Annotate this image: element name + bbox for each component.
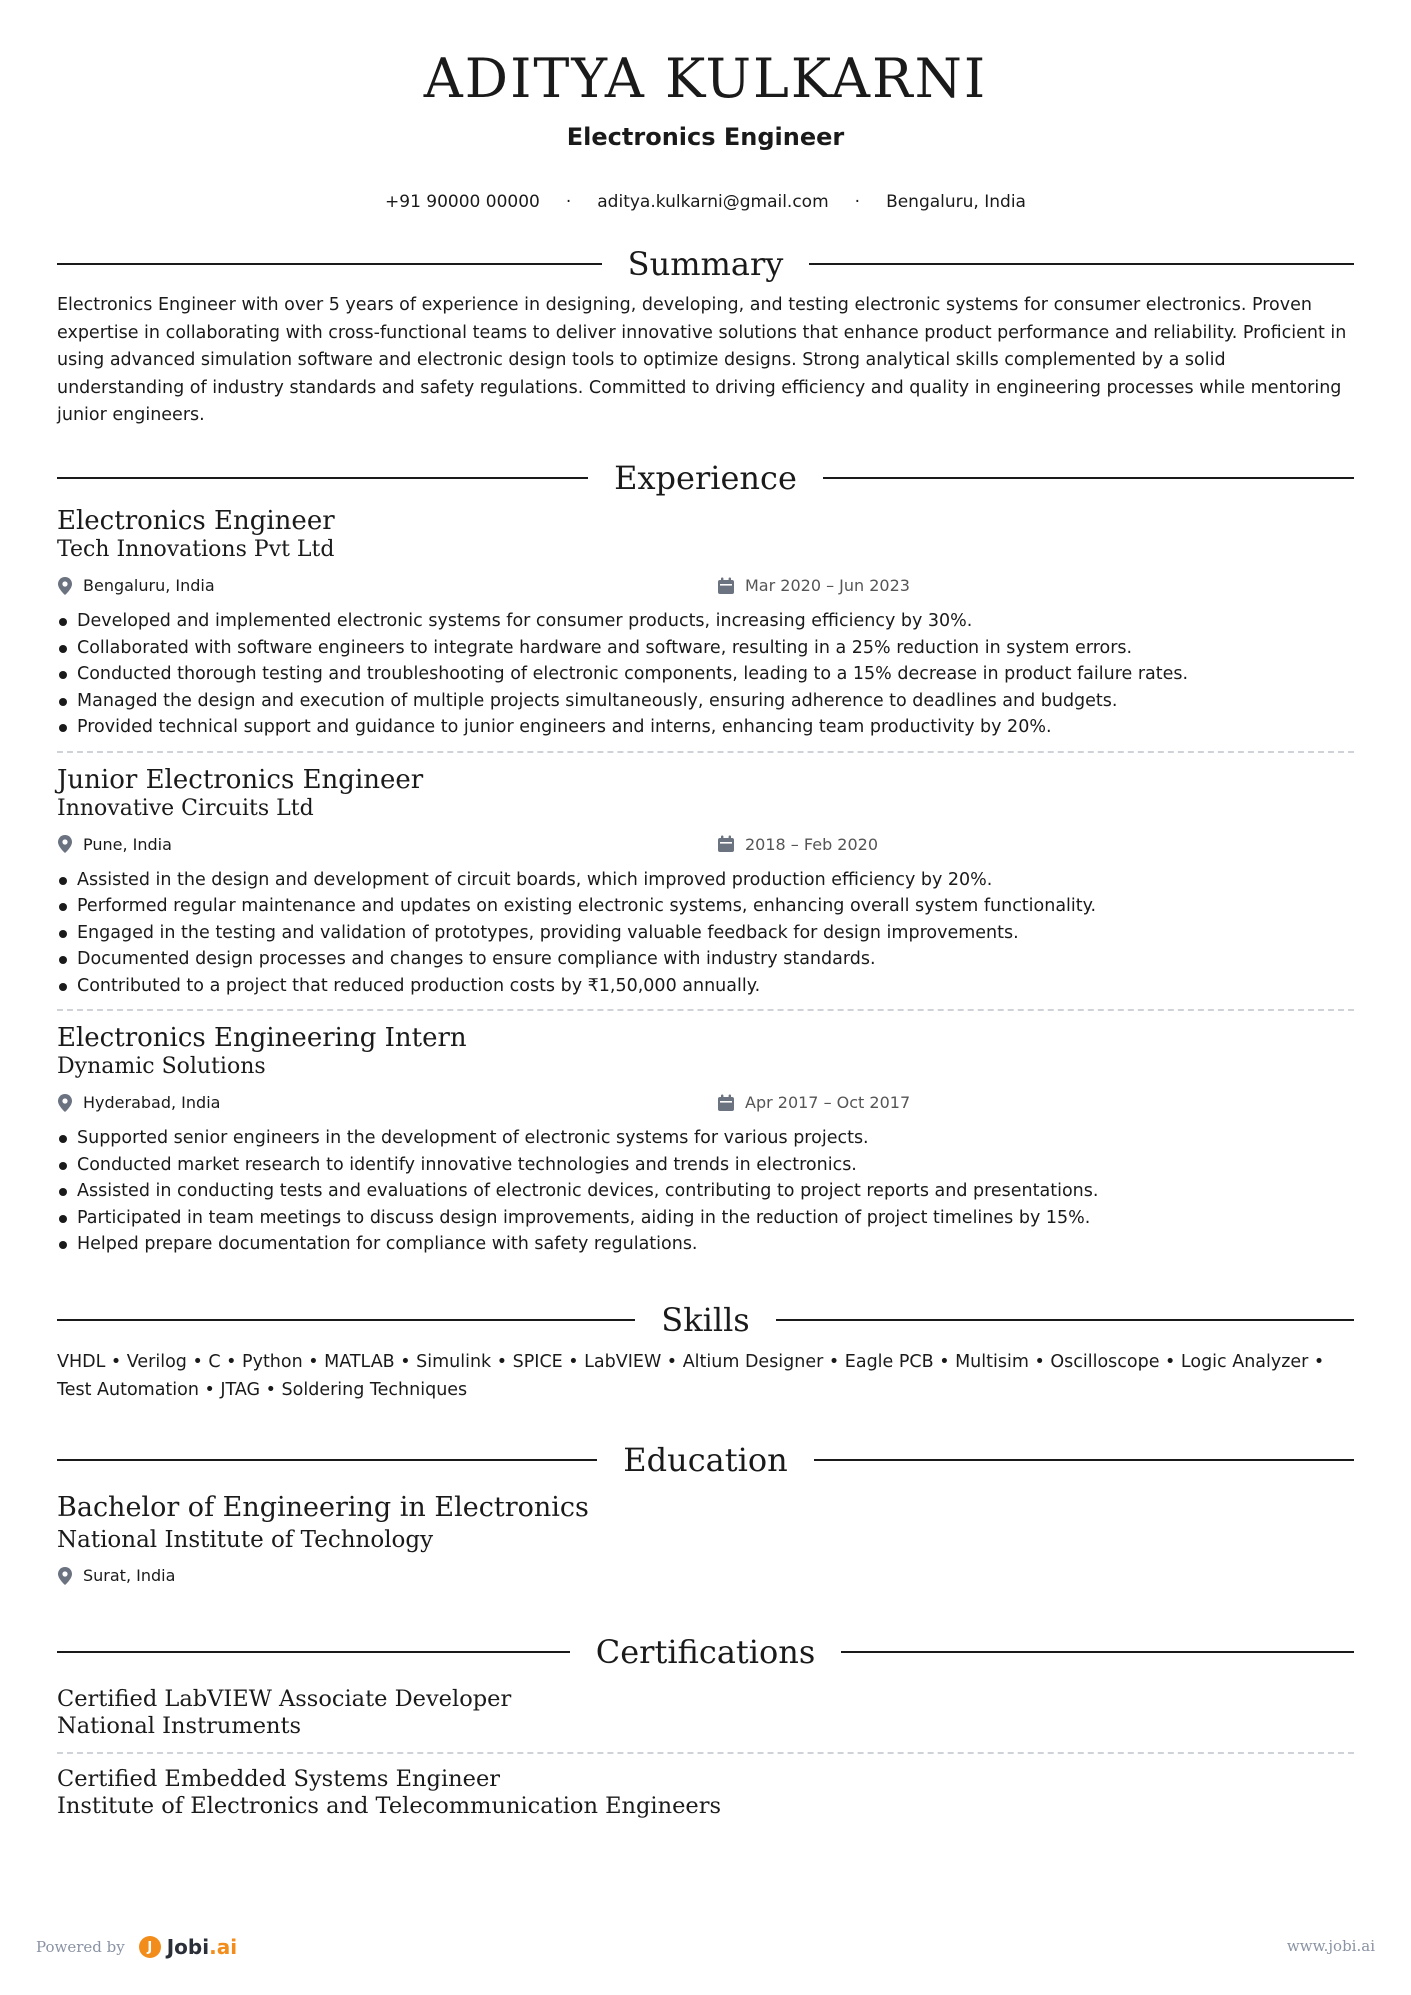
jobi-logo-text: Jobi.ai [166,1935,238,1959]
divider-line [776,1319,1354,1321]
map-pin-icon [57,835,73,853]
bullet-item: Participated in team meetings to discuss design improvements, aiding in the reduction of project timelines by 15%. [57,1205,1354,1232]
certification-divider [57,1752,1354,1754]
divider-line [841,1651,1354,1653]
job-meta [57,1093,1354,1119]
job-bullets [57,608,1354,741]
section-heading [57,244,1354,284]
map-pin-icon [57,1567,73,1585]
job-dates: Apr 2017 – Oct 2017 [745,1093,911,1112]
job-divider [57,1009,1354,1011]
divider-line [57,1459,597,1461]
bullet-item: Engaged in the testing and validation of prototypes, providing valuable feedback for design improvements. [57,920,1354,947]
bullet-item: Helped prepare documentation for compliance with safety regulations. [57,1231,1354,1258]
calendar-icon [717,835,735,853]
section-heading [57,1440,1354,1480]
contact-location: Bengaluru, India [886,192,1026,212]
job-role: Electronics Engineering Intern [57,1023,467,1053]
job-bullets [57,1125,1354,1258]
bullet-item: Managed the design and execution of multiple projects simultaneously, ensuring adherence to deadlines and budgets. [57,688,1354,715]
calendar-icon [717,577,735,595]
bullet-item: Performed regular maintenance and updates on existing electronic systems, enhancing overall system functionality. [57,893,1354,920]
jobi-logo[interactable] [139,1935,237,1959]
education-meta [57,1566,1354,1592]
candidate-title: Electronics Engineer [566,123,845,151]
contact-separator: · [565,192,572,212]
job-meta [57,835,1354,861]
certification-name: Certified LabVIEW Associate Developer [57,1686,512,1712]
job-company: Dynamic Solutions [57,1054,266,1079]
contact-separator: · [854,192,861,212]
certification-issuer: National Instruments [57,1713,302,1739]
certification-entry [57,1766,1354,1820]
section-title: Summary [627,245,784,283]
job-dates: 2018 – Feb 2020 [745,834,879,854]
divider-line [57,1319,635,1321]
certification-issuer: Institute of Electronics and Telecommunication Engineers [57,1793,722,1819]
contact-phone: +91 90000 00000 [385,192,540,212]
section-heading [57,1632,1354,1672]
job-bullets [57,867,1354,1000]
bullet-item: Contributed to a project that reduced production costs by ₹1,50,000 annually. [57,973,1354,1000]
contact-email: aditya.kulkarni@gmail.com [597,192,829,212]
skills-section [57,1300,1354,1404]
divider-line [823,477,1354,479]
bullet-item: Conducted thorough testing and troubleshooting of electronic components, leading to a 15% decrease in product failure rates. [57,661,1354,688]
section-title: Skills [661,1301,750,1339]
candidate-name: ADITYA KULKARNI [423,47,988,110]
section-title: Certifications [595,1633,816,1671]
map-pin-icon [57,577,73,595]
job-dates: Mar 2020 – Jun 2023 [745,576,910,595]
education-degree: Bachelor of Engineering in Electronics [57,1492,589,1523]
job-entry [57,506,1354,741]
bullet-item: Collaborated with software engineers to integrate hardware and software, resulting in a 25% reduction in system errors. [57,635,1354,662]
section-title: Experience [614,459,797,497]
footer-website-link[interactable]: www.jobi.ai [1286,1937,1375,1955]
section-title: Education [623,1441,788,1479]
bullet-item: Developed and implemented electronic systems for consumer products, increasing efficiency by 30%. [57,608,1354,635]
section-heading [57,1300,1354,1340]
education-section [57,1440,1354,1592]
bullet-item: Documented design processes and changes to ensure compliance with industry standards. [57,946,1354,973]
education-school: National Institute of Technology [57,1527,434,1553]
footer-branding [36,1935,237,1959]
job-company: Tech Innovations Pvt Ltd [57,537,335,562]
job-location: Pune, India [83,834,172,854]
education-location: Surat, India [83,1566,176,1585]
resume-header [0,0,1411,214]
bullet-item: Supported senior engineers in the development of electronic systems for various projects. [57,1125,1354,1152]
job-location: Hyderabad, India [83,1093,221,1112]
job-entry [57,1023,1354,1258]
map-pin-icon [57,1094,73,1112]
job-location: Bengaluru, India [83,576,215,595]
education-entry [57,1492,1354,1592]
certification-entry [57,1686,1354,1740]
divider-line [57,1651,570,1653]
certifications-section [57,1632,1354,1820]
divider-line [809,263,1354,265]
job-company: Innovative Circuits Ltd [57,795,314,821]
job-role: Junior Electronics Engineer [57,764,424,795]
job-divider [57,751,1354,753]
divider-line [57,477,588,479]
job-role: Electronics Engineer [57,506,335,536]
summary-section [57,244,1354,430]
skills-list: VHDL • Verilog • C • Python • MATLAB • Simulink • SPICE • LabVIEW • Altium Designer • Eagle PCB • Multisim • Oscilloscope • Logic Analyzer • Test Automation • JTAG • Soldering Techniques [57,1352,1325,1400]
jobi-logo-icon: J [139,1936,161,1958]
section-heading [57,458,1354,498]
divider-line [57,263,602,265]
job-entry [57,765,1354,1000]
job-meta [57,576,1354,602]
bullet-item: Assisted in the design and development of circuit boards, which improved production efficiency by 20%. [57,867,1354,894]
divider-line [814,1459,1354,1461]
certification-name: Certified Embedded Systems Engineer [57,1766,501,1792]
bullet-item: Assisted in conducting tests and evaluations of electronic devices, contributing to project reports and presentations. [57,1178,1354,1205]
calendar-icon [717,1094,735,1112]
bullet-item: Conducted market research to identify innovative technologies and trends in electronics. [57,1152,1354,1179]
powered-by-text: Powered by [36,1938,125,1956]
contact-info [0,190,1411,214]
bullet-item: Provided technical support and guidance to junior engineers and interns, enhancing team productivity by 20%. [57,714,1354,741]
experience-section [57,458,1354,1258]
summary-text: Electronics Engineer with over 5 years of experience in designing, developing, and testing electronic systems for consumer electronics. Proven expertise in collaborating with cross-functional teams to deliver innovative solutions that enhance product performance and reliability. Proficient in using advanced simulation software and electronic design tools to optimize designs. Strong analytical skills complemented by a solid understanding of industry standards and safety regulations. Committed to driving efficiency and quality in engineering processes while mentoring junior engineers. [57,295,1347,425]
